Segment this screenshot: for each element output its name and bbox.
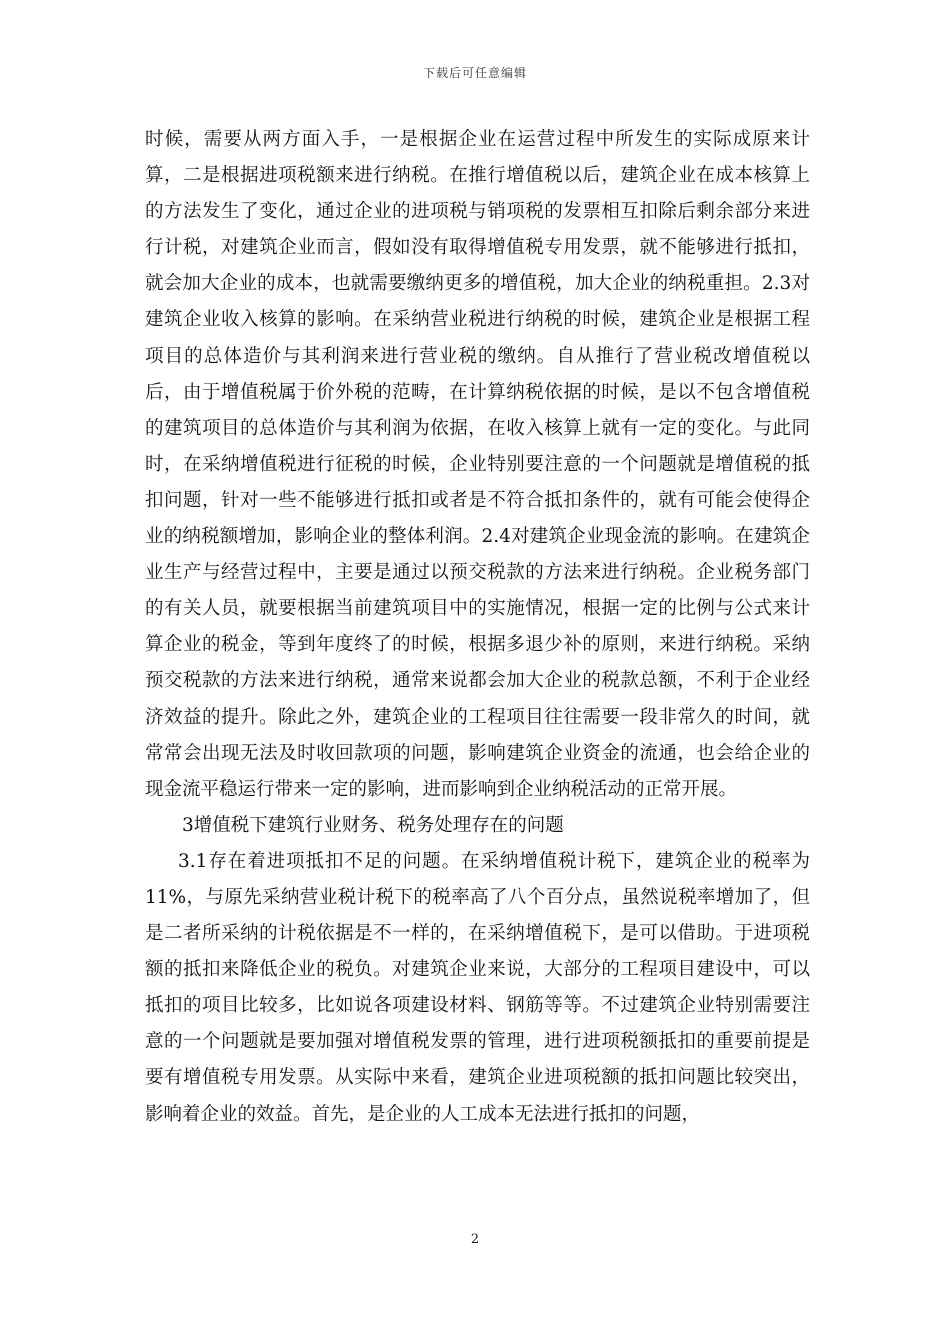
section-heading: 3增值税下建筑行业财务、税务处理存在的问题 — [182, 814, 564, 836]
document-body — [145, 122, 810, 1133]
paragraph-section-3-1: 3.1存在着进项抵扣不足的问题。在采纳增值税计税下，建筑企业的税率为11%，与原先采纳营业税计税下的税率高了八个百分点，虽然说税率增加了，但是二者所采纳的计税依据是不一样的，在采纳增值税下，是可以借助。于进项税额的抵扣来降低企业的税负。对建筑企业来说，大部分的工程项目建设中，可以抵扣的项目比较多，比如说各项建设材料、钢筋等等。不过建筑企业特别需要注意的一个问题就是要加强对增值税发票的管理，进行进项税额抵扣的重要前提是要有增值税专用发票。从实际中来看，建筑企业进项税额的抵扣问题比较突出，影响着企业的效益。首先，是企业的人工成本无法进行抵扣的问题， — [145, 850, 810, 1125]
page-header: 下载后可任意编辑 — [422, 66, 527, 80]
page-number: 2 — [470, 1232, 480, 1247]
paragraph-continuation: 时候，需要从两方面入手，一是根据企业在运营过程中所发生的实际成原来计算，二是根据进项税额来进行纳税。在推行增值税以后，建筑企业在成本核算上的方法发生了变化，通过企业的进项税与销项税的发票相互扣除后剩余部分来进行计税，对建筑企业而言，假如没有取得增值税专用发票，就不能够进行抵扣，就会加大企业的成本，也就需要缴纳更多的增值税，加大企业的纳税重担。2.3对建筑企业收入核算的影响。在采纳营业税进行纳税的时候，建筑企业是根据工程项目的总体造价与其利润来进行营业税的缴纳。自从推行了营业税改增值税以后，由于增值税属于价外税的范畴，在计算纳税依据的时候，是以不包含增值税的建筑项目的总体造价与其利润为依据，在收入核算上就有一定的变化。与此同时，在采纳增值税进行征税的时候，企业特别要注意的一个问题就是增值税的抵扣问题，针对一些不能够进行抵扣或者是不符合抵扣条件的，就有可能会使得企业的纳税额增加，影响企业的整体利润。2.4对建筑企业现金流的影响。在建筑企业生产与经营过程中，主要是通过以预交税款的方法来进行纳税。企业税务部门的有关人员，就要根据当前建筑项目中的实施情况，根据一定的比例与公式来计算企业的税金，等到年度终了的时候，根据多退少补的原则，来进行纳税。采纳预交税款的方法来进行纳税，通常来说都会加大企业的税款总额，不利于企业经济效益的提升。除此之外，建筑企业的工程项目往往需要一段非常久的时间，就常常会出现无法及时收回款项的问题，影响建筑企业资金的流通，也会给企业的现金流平稳运行带来一定的影响，进而影响到企业纳税活动的正常开展。 — [145, 129, 810, 800]
